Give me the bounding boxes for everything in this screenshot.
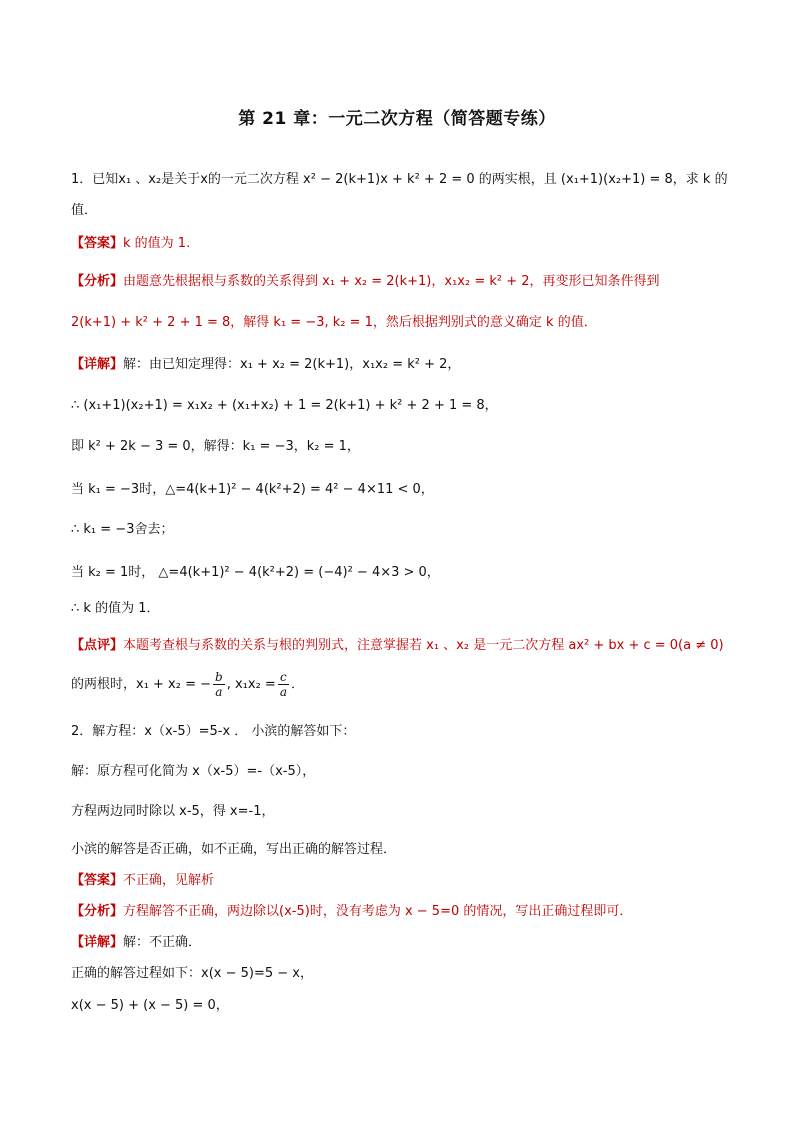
fraction-numerator: b bbox=[215, 670, 223, 684]
q1-stem-line2: 值． bbox=[71, 203, 98, 218]
analysis-tag: 【分析】 bbox=[71, 274, 124, 289]
comment-tag: 【点评】 bbox=[71, 638, 124, 653]
q2-solution-line1: 解：原方程可化简为 x（x-5）=-（x-5）， bbox=[71, 764, 316, 779]
q2-detail-line2: 正确的解答过程如下：x(x − 5)=5 − x， bbox=[71, 966, 313, 981]
fraction-c-over-a bbox=[278, 670, 289, 699]
page-title: 第 21 章：一元二次方程（简答题专练） bbox=[238, 109, 556, 129]
q1-detail-line5: ∴ k₁ = −3舍去； bbox=[71, 522, 174, 537]
q2-solution-line2: 方程两边同时除以 x-5，得 x=-1， bbox=[71, 804, 275, 819]
fraction-denominator: a bbox=[279, 685, 287, 699]
q1-detail-line3: 即 k² + 2k − 3 = 0，解得：k₁ = −3，k₂ = 1， bbox=[71, 439, 360, 454]
q2-answer bbox=[71, 871, 731, 891]
analysis-text: 由题意先根据根与系数的关系得到 x₁ + x₂ = 2(k+1)，x₁x₂ = k² + 2，再变形已知条件得到 bbox=[123, 274, 660, 289]
q1-analysis-line1 bbox=[71, 272, 731, 292]
comment-line2-a: 的两根时，x₁ + x₂ = − bbox=[71, 677, 212, 692]
q1-comment-line1 bbox=[71, 636, 731, 656]
answer-tag: 【答案】 bbox=[71, 873, 124, 888]
answer-text: k 的值为 1. bbox=[123, 236, 191, 251]
q1-comment-line2 bbox=[71, 670, 731, 700]
comment-line2-b: , x₁x₂ = bbox=[226, 677, 276, 692]
q1-answer bbox=[71, 234, 731, 254]
q1-analysis-line2: 2(k+1) + k² + 2 + 1 = 8，解得 k₁ = −3, k₂ = 1，然后根据判别式的意义确定 k 的值． bbox=[71, 315, 597, 330]
fraction-b-over-a bbox=[213, 670, 225, 699]
q2-stem: 2．解方程：x（x-5）=5-x ． 小滨的解答如下： bbox=[71, 724, 356, 739]
q2-detail-line3: x(x − 5) + (x − 5) = 0， bbox=[71, 998, 229, 1013]
detail-text: 解：由已知定理得：x₁ + x₂ = 2(k+1)，x₁x₂ = k² + 2， bbox=[123, 357, 461, 372]
fraction-numerator: c bbox=[278, 670, 289, 685]
detail-tag: 【详解】 bbox=[71, 935, 124, 950]
q1-detail-line6: 当 k₂ = 1时， △=4(k+1)² − 4(k²+2) = (−4)² − 4×3 > 0， bbox=[71, 565, 440, 580]
answer-text: 不正确，见解析 bbox=[123, 873, 215, 888]
analysis-tag: 【分析】 bbox=[71, 904, 124, 919]
q2-detail-line1 bbox=[71, 933, 731, 953]
q1-stem-line1: 1．已知x₁ 、x₂是关于x的一元二次方程 x² − 2(k+1)x + k² + 2 = 0 的两实根，且 (x₁+1)(x₂+1) = 8，求 k 的 bbox=[71, 172, 728, 187]
detail-tag: 【详解】 bbox=[71, 357, 124, 372]
detail-text: 解：不正确． bbox=[123, 935, 202, 950]
q1-detail-line7: ∴ k 的值为 1． bbox=[71, 601, 160, 616]
q2-solution-line3: 小滨的解答是否正确，如不正确，写出正确的解答过程． bbox=[71, 842, 397, 857]
comment-line2-c: ． bbox=[290, 677, 304, 692]
analysis-text: 方程解答不正确，两边除以(x-5)时，没有考虑为 x − 5=0 的情况，写出正确过程即可． bbox=[123, 904, 633, 919]
fraction-denominator: a bbox=[215, 685, 223, 699]
q1-detail-line1 bbox=[71, 355, 731, 375]
q1-detail-line4: 当 k₁ = −3时，△=4(k+1)² − 4(k²+2) = 4² − 4×11 < 0， bbox=[71, 482, 434, 497]
comment-text: 本题考查根与系数的关系与根的判别式，注意掌握若 x₁ 、x₂ 是一元二次方程 ax² + bx + c = 0(a ≠ 0) bbox=[123, 638, 724, 653]
q1-detail-line2: ∴ (x₁+1)(x₂+1) = x₁x₂ + (x₁+x₂) + 1 = 2(k+1) + k² + 2 + 1 = 8， bbox=[71, 398, 498, 413]
q2-analysis bbox=[71, 902, 731, 922]
answer-tag: 【答案】 bbox=[71, 236, 124, 251]
